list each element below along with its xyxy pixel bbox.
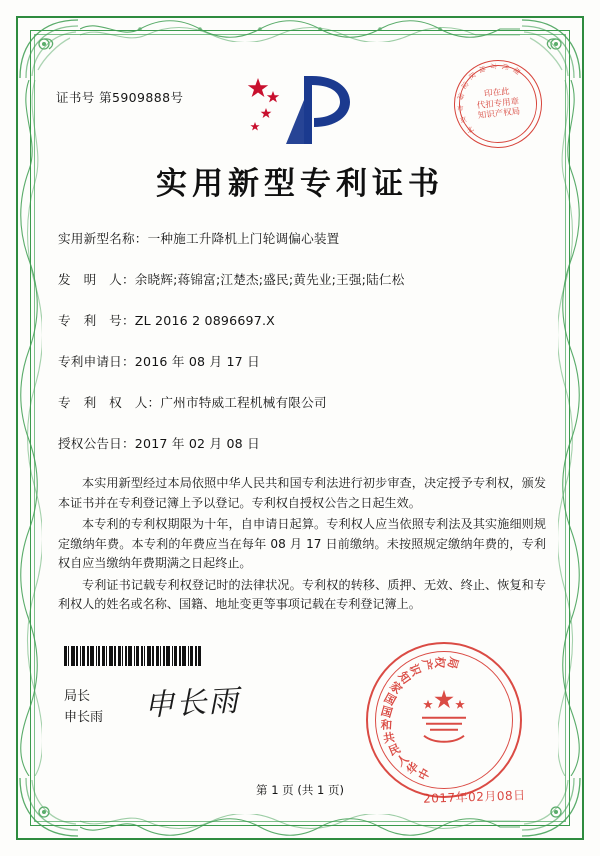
certificate-content: [48, 46, 552, 810]
paragraph: 专利证书记载专利权登记时的法律状况。专利权的转移、质押、无效、终止、恢复和专利权人的姓名或名称、国籍、地址变更等事项记载在专利登记簿上。: [58, 577, 546, 612]
national-seal-arc-text: 中 华 人 民 共 和 国 国 家 知 识 产 权 局: [379, 655, 462, 783]
barcode: [64, 646, 254, 666]
field-row: [58, 433, 542, 452]
paragraph: 本实用新型经过本局依照中华人民共和国专利法进行初步审查，决定授予专利权，颁发本证书并在专利登记簿上予以登记。专利权自授权公告之日起生效。: [58, 476, 546, 510]
field-value: 一种施工升降机上门轮调偏心装置: [147, 231, 340, 246]
national-seal: [366, 642, 522, 798]
certificate-number: 证书号 第5909888号: [56, 90, 184, 105]
field-row: [58, 351, 542, 370]
field-value: 2017 年 02 月 08 日: [134, 436, 260, 451]
cnipa-logo: [240, 70, 360, 150]
paragraph: 本专利的专利权期限为十年，自申请日起算。专利权人应当依照专利法及其实施细则规定缴纳年费。本专利的年费应当在每年 08 月 17 日前缴纳。未按照规定缴纳年费的，专利权自应当缴纳年费期满之日起终止。: [58, 517, 546, 571]
field-row: [58, 310, 542, 329]
field-label: 发 明 人：: [58, 272, 135, 287]
agency-stamp-arc: 北 京 市 海 淀 区 地 方 代 理: [456, 62, 522, 136]
agency-stamp-line-2: 代扣专用章: [476, 96, 520, 111]
agency-stamp-center: [466, 85, 529, 123]
page-footer: 第 1 页 (共 1 页): [256, 783, 344, 797]
field-list: [58, 228, 542, 474]
agency-stamp: [450, 56, 547, 153]
field-label: 专 利 号：: [58, 313, 135, 328]
field-label: 专 利 权 人：: [58, 395, 161, 410]
handwritten-signature: 申长雨: [143, 683, 242, 724]
signatory-block: [64, 686, 103, 729]
signatory-title: 局长: [64, 689, 91, 704]
agency-stamp-line-1: 印在此: [483, 86, 511, 100]
national-emblem-icon: [412, 688, 476, 750]
field-value: ZL 2016 2 0896697.X: [134, 313, 275, 328]
field-value: 2016 年 08 月 17 日: [134, 354, 260, 369]
agency-stamp-line-3: 知识产权局: [477, 107, 521, 122]
field-value: 余晓辉;蒋锦富;江楚杰;盛民;黄先业;王强;陆仁松: [134, 272, 405, 287]
seal-date: 2017年02月08日: [423, 788, 527, 806]
legal-paragraphs: [58, 474, 546, 617]
field-value: 广州市特威工程机械有限公司: [160, 395, 327, 410]
field-label: 专利申请日：: [58, 354, 135, 369]
signatory-name: 申长雨: [64, 710, 104, 726]
field-row: [58, 269, 542, 288]
field-row: [58, 228, 542, 247]
field-label: 实用新型名称：: [58, 231, 148, 246]
field-row: [58, 392, 542, 411]
field-label: 授权公告日：: [58, 436, 135, 451]
page-title: 实用新型专利证书: [156, 166, 444, 202]
